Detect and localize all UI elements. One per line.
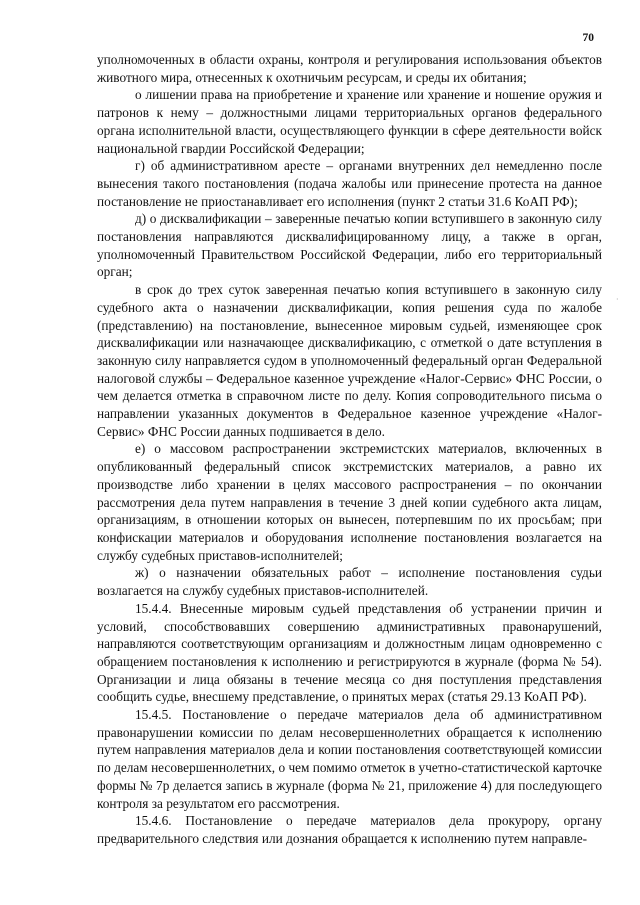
margin-dot: · bbox=[616, 295, 619, 304]
paragraph-disqualification-term: в срок до трех суток заверенная печатью копия вступившего в законную силу судебного акта о назначении дисквалификации, копия решения суда по жалобе (представлению) на постановление, вынесенное мировым судьей, изменяющее срок дисквалификации или назначающее дисквалификацию, с отметкой о дате вступления в законную силу направляется судом в уполномоченный федеральный орган Федеральной налоговой службы – Федеральное казенное учреждение «Налог-Сервис» ФНС России, о чем делается отметка в справочном листе по делу. Копия сопроводительного письма о направлении указанных документов в Федеральное казенное учреждение «Налог-Сервис» ФНС России данных подшивается в дело. bbox=[97, 282, 602, 439]
paragraph-15-4-6: 15.4.6. Постановление о передаче материалов дела прокурору, органу предварительного следствия или дознания обращается к исполнению путем направле- bbox=[97, 813, 602, 846]
paragraph-item-d-disqualification: д) о дисквалификации – заверенные печатью копии вступившего в законную силу постановления направляются дисквалифицированному лицу, а также в орган, уполномоченный Правительством Российской Федерации, либо его территориальный орган; bbox=[97, 211, 602, 280]
body-text bbox=[97, 51, 602, 848]
paragraph-15-4-5: 15.4.5. Постановление о передаче материалов дела об административном правонарушении комиссии по делам несовершеннолетних обращается к исполнению путем направления материалов дела и копии постановления соответствующей комиссии по делам несовершеннолетних, о чем помимо отметок в учетно-статистической карточке формы № 7р делается запись в журнале (форма № 21, приложение 4) для последующего контроля за результатом его рассмотрения. bbox=[97, 707, 602, 811]
paragraph-continuation: уполномоченных в области охраны, контроля и регулирования использования объектов животного мира, отнесенных к охотничьим ресурсам, и среды их обитания; bbox=[97, 52, 602, 85]
paragraph-item-zh-works: ж) о назначении обязательных работ – исполнение постановления судьи возлагается на службу судебных приставов-исполнителей. bbox=[97, 565, 602, 599]
paragraph-item-e-extremist: е) о массовом распространении экстремистских материалов, включенных в опубликованный федеральный список экстремистских материалов, а равно их производстве либо хранении в целях массового распространения – по окончании рассмотрения дела путем направления в течение 3 дней копии судебного акта лицам, организациям, в отношении которых он вынесен, потерпевшим по их просьбам; при конфискации материалов и оборудования исполнение постановления возлагается на службу судебных приставов-исполнителей; bbox=[97, 441, 602, 563]
paragraph-15-4-4: 15.4.4. Внесенные мировым судьей представления об устранении причин и условий, способствовавших совершению административных правонарушений, направляются соответствующим организациям и должностным лицам одновременно с обращением постановления к исполнению и регистрируются в журнале (форма № 54). Организации и лица обязаны в течение месяца со дня поступления представления сообщить судье, внесшему представление, о принятых мерах (статья 29.13 КоАП РФ). bbox=[97, 600, 602, 705]
paragraph-item-g-arrest: г) об административном аресте – органами внутренних дел немедленно после вынесения такого постановления (подача жалобы или принесение протеста на данное постановление не приостанавливает его исполнения (пункт 2 статьи 31.6 КоАП РФ); bbox=[97, 158, 602, 209]
paragraph-weapons: о лишении права на приобретение и хранение или хранение и ношение оружия и патронов к нему – должностными лицами территориальных органов федерального органа исполнительной власти, осуществляющего функции в сфере деятельности войск национальной гвардии Российской Федерации; bbox=[97, 87, 602, 156]
page-number: 70 bbox=[582, 32, 594, 44]
